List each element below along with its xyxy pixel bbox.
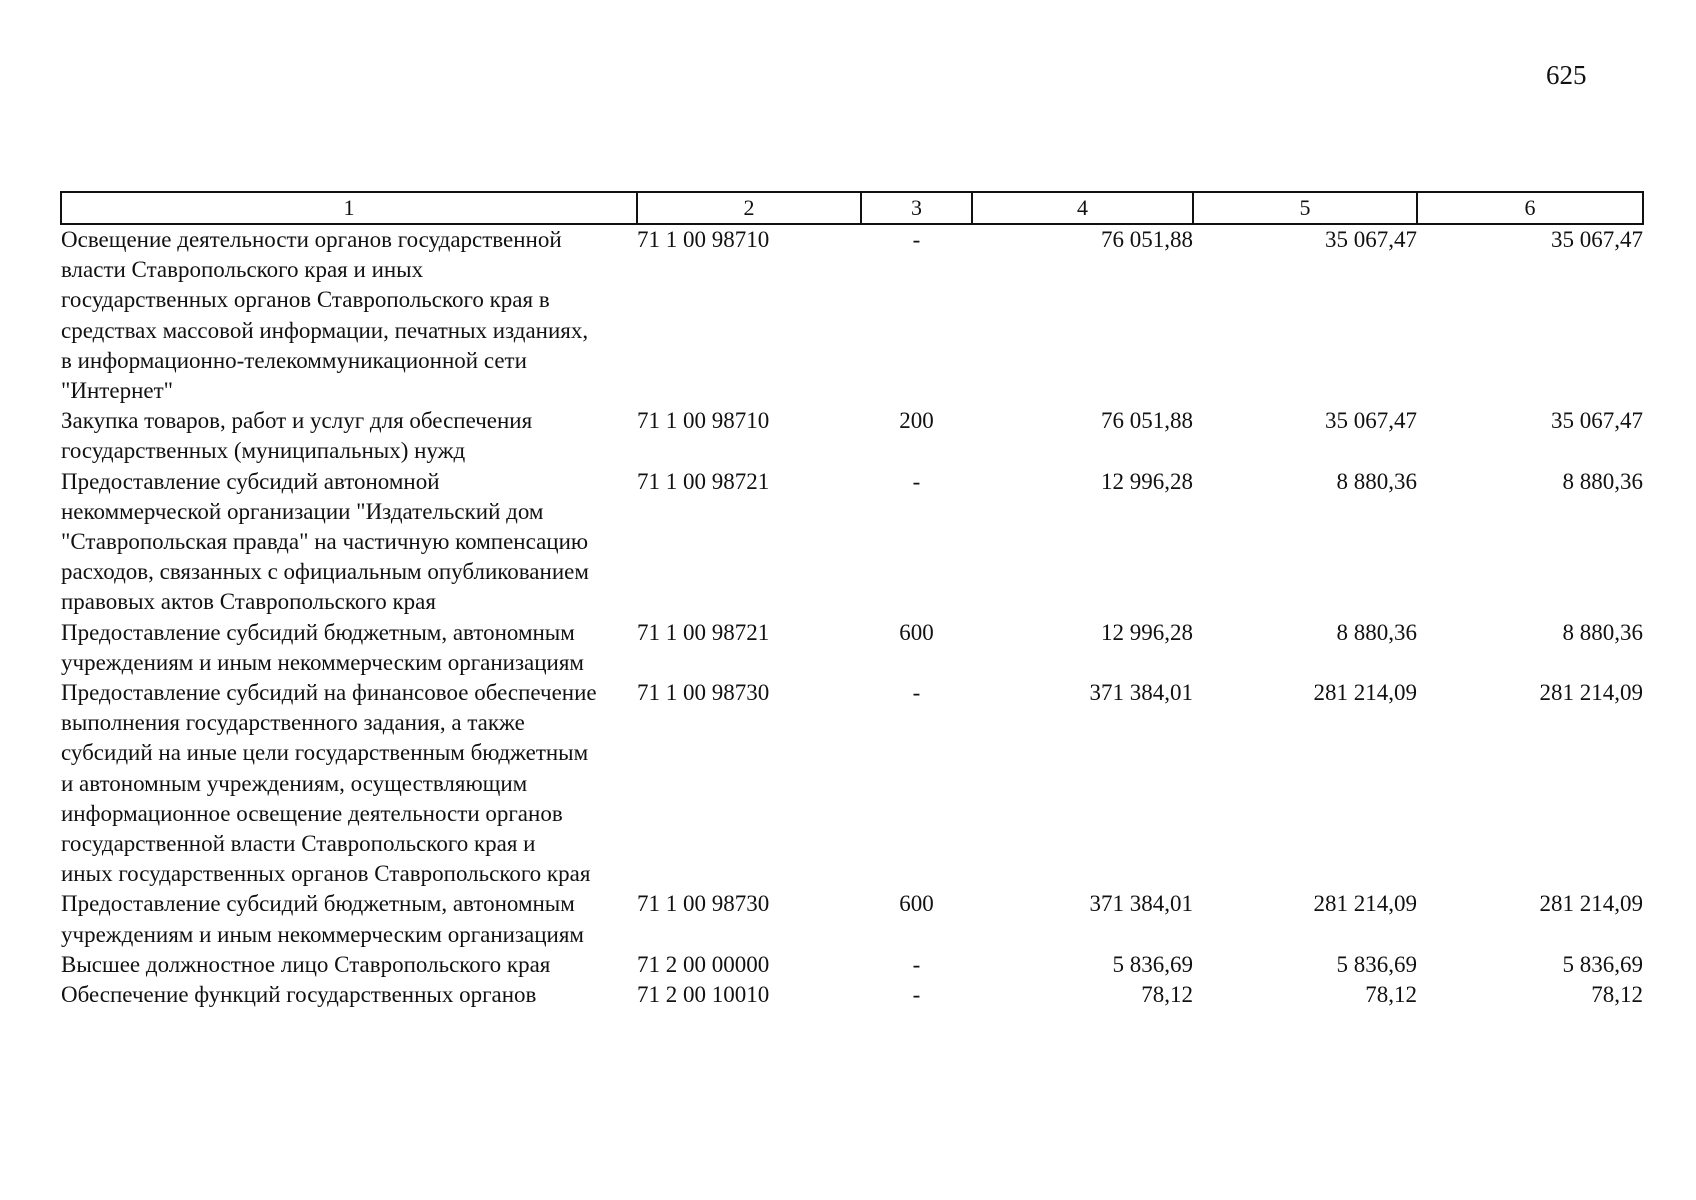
expense-name-line: расходов, связанных с официальным опубликованием (61, 559, 589, 585)
expense-type-cell: - (912, 468, 921, 494)
amount-col5-cell: 281 214,09 (1313, 680, 1417, 706)
amount-col6-cell: 8 880,36 (1562, 468, 1643, 494)
expense-name-line: субсидий на иные цели государственным бюджетным (61, 740, 589, 766)
amount-col6-cell: 35 067,47 (1551, 408, 1643, 434)
expense-name-line: власти Ставропольского края и иных (61, 257, 424, 283)
table-row (61, 618, 1643, 678)
amount-col4-cell: 12 996,28 (1101, 619, 1193, 645)
amount-col6-cell: 281 214,09 (1539, 891, 1643, 917)
expense-name-line: информационное освещение деятельности органов (61, 800, 563, 826)
expense-type-cell: 600 (899, 619, 934, 645)
expense-name-line: Предоставление субсидий бюджетным, автономным (61, 891, 575, 917)
amount-col6-cell: 8 880,36 (1562, 619, 1643, 645)
amount-col5-cell: 78,12 (1365, 982, 1417, 1008)
expense-name-line: правовых актов Ставропольского края (61, 589, 436, 615)
column-header-4: 4 (972, 192, 1193, 224)
expense-name-line: государственных (муниципальных) нужд (61, 438, 466, 464)
table-row (61, 467, 1643, 618)
expense-name-line: в информационно-телекоммуникационной сети (61, 347, 527, 373)
expense-name-cell (61, 678, 637, 889)
amount-col5-cell: 35 067,47 (1325, 227, 1417, 252)
expense-name-line: государственных органов Ставропольского края в (61, 287, 550, 313)
amount-col4-cell: 5 836,69 (1112, 951, 1193, 977)
amount-col5-cell: 5 836,69 (1336, 951, 1417, 977)
table-body (61, 224, 1643, 1010)
column-header-3: 3 (861, 192, 972, 224)
column-header-1: 1 (61, 192, 637, 224)
expense-name-line: Высшее должностное лицо Ставропольского края (61, 951, 551, 977)
amount-col5-cell: 8 880,36 (1336, 619, 1417, 645)
target-article-code-cell: 71 1 00 98710 (637, 408, 770, 434)
page-number: 625 (1546, 60, 1587, 90)
expense-type-cell: 200 (899, 408, 934, 434)
table-row (61, 980, 1643, 1010)
amount-col4-cell: 78,12 (1141, 982, 1193, 1008)
amount-col4-cell: 76 051,88 (1101, 227, 1193, 252)
expense-name-line: и автономным учреждениям, осуществляющим (61, 770, 528, 796)
expense-type-cell: - (912, 680, 921, 706)
expense-name-line: выполнения государственного задания, а также (61, 710, 525, 736)
expense-name-line: некоммерческой организации "Издательский дом (61, 498, 544, 524)
expense-name-line: иных государственных органов Ставропольского края (61, 861, 591, 887)
expense-type-cell: - (912, 982, 921, 1008)
expense-name-cell (61, 950, 637, 980)
expense-name-line: государственной власти Ставропольского края и (61, 831, 536, 857)
expense-name-line: Закупка товаров, работ и услуг для обеспечения (61, 408, 533, 434)
column-header-5: 5 (1193, 192, 1417, 224)
table-row (61, 224, 1643, 406)
expense-name-line: Предоставление субсидий бюджетным, автономным (61, 619, 575, 645)
target-article-code-cell: 71 2 00 00000 (637, 951, 770, 977)
target-article-code-cell: 71 1 00 98730 (637, 891, 770, 917)
table-row (61, 406, 1643, 466)
amount-col4-cell: 12 996,28 (1101, 468, 1193, 494)
expense-name-cell (61, 406, 637, 466)
expense-type-cell: 600 (899, 891, 934, 917)
expense-name-cell (61, 980, 637, 1010)
target-article-code-cell: 71 1 00 98710 (637, 227, 770, 252)
target-article-code-cell: 71 1 00 98730 (637, 680, 770, 706)
amount-col5-cell: 35 067,47 (1325, 408, 1417, 434)
expense-name-line: средствах массовой информации, печатных изданиях, (61, 317, 589, 343)
target-article-code-cell: 71 2 00 10010 (637, 982, 770, 1008)
table-row (61, 678, 1643, 889)
column-header-6: 6 (1417, 192, 1643, 224)
expense-name-line: Предоставление субсидий автономной (61, 468, 440, 494)
amount-col4-cell: 76 051,88 (1101, 408, 1193, 434)
amount-col4-cell: 371 384,01 (1089, 680, 1193, 706)
expense-type-cell: - (912, 227, 921, 252)
target-article-code-cell: 71 1 00 98721 (637, 468, 770, 494)
amount-col5-cell: 281 214,09 (1313, 891, 1417, 917)
expense-name-line: Освещение деятельности органов государственной (61, 227, 562, 252)
column-header-2: 2 (637, 192, 861, 224)
expense-name-cell (61, 467, 637, 618)
amount-col4-cell: 371 384,01 (1089, 891, 1193, 917)
expense-name-line: "Интернет" (61, 378, 174, 404)
expense-name-line: учреждениям и иным некоммерческим организациям (61, 921, 584, 947)
header-row (61, 192, 1643, 224)
amount-col6-cell: 35 067,47 (1551, 227, 1643, 252)
expense-name-cell (61, 618, 637, 678)
amount-col6-cell: 281 214,09 (1539, 680, 1643, 706)
expense-type-cell: - (912, 951, 921, 977)
expense-name-line: Предоставление субсидий на финансовое обеспечение (61, 680, 597, 706)
amount-col6-cell: 78,12 (1591, 982, 1643, 1008)
expense-name-line: учреждениям и иным некоммерческим организациям (61, 649, 584, 675)
amount-col6-cell: 5 836,69 (1562, 951, 1643, 977)
budget-table (60, 191, 1644, 1010)
target-article-code-cell: 71 1 00 98721 (637, 619, 770, 645)
expense-name-line: Обеспечение функций государственных органов (61, 982, 537, 1008)
amount-col5-cell: 8 880,36 (1336, 468, 1417, 494)
expense-name-cell (61, 224, 637, 406)
table-row (61, 950, 1643, 980)
expense-name-line: "Ставропольская правда" на частичную компенсацию (61, 529, 589, 555)
table-row (61, 889, 1643, 949)
expense-name-cell (61, 889, 637, 949)
